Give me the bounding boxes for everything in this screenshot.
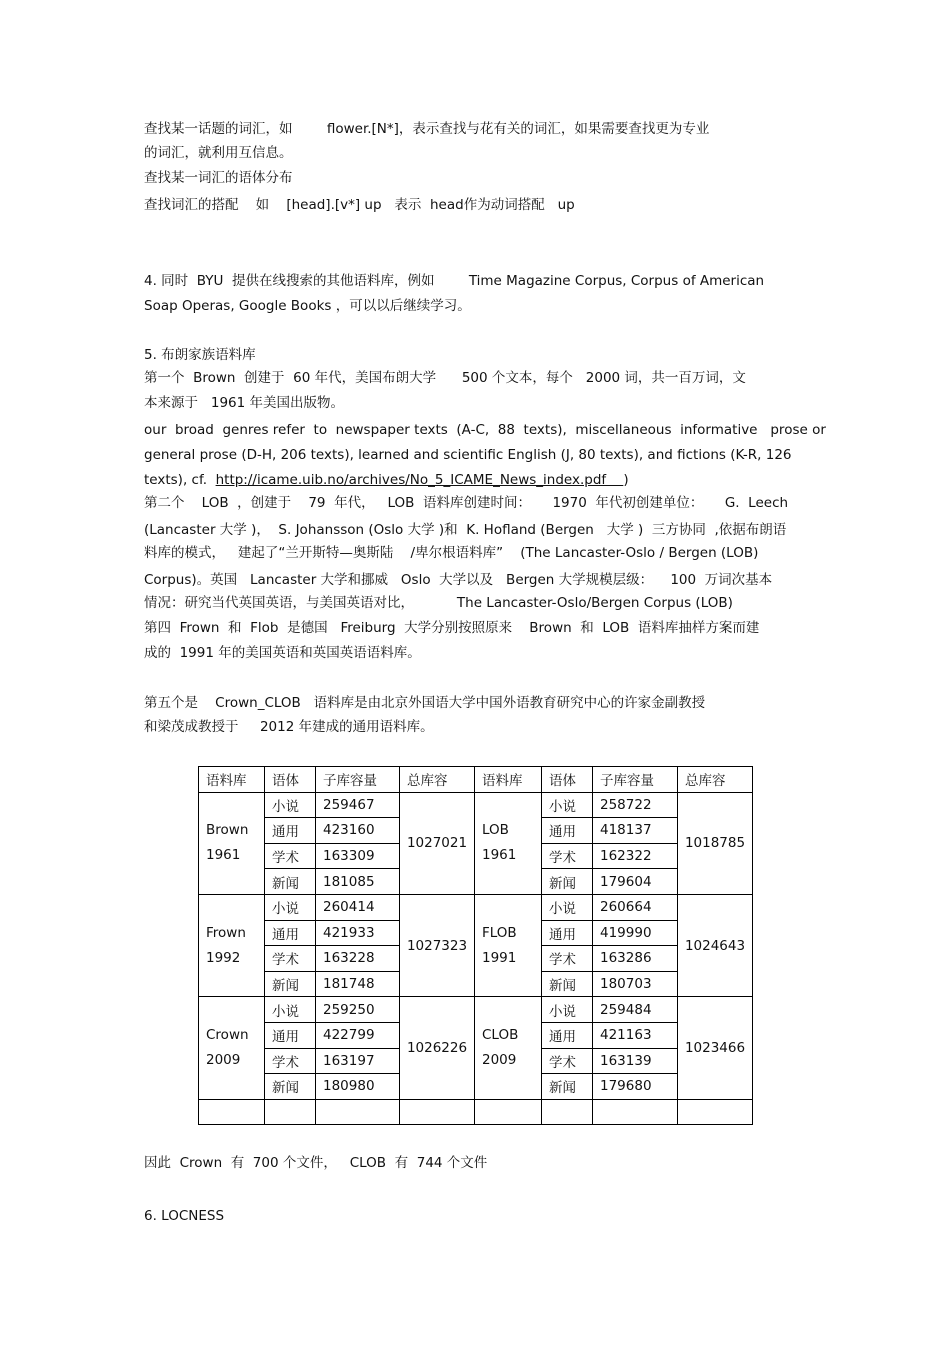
empty-cell — [475, 1099, 542, 1125]
corpus-table — [198, 766, 753, 1125]
archive-pdf-link[interactable]: http://icame.uib.no/archives/No_5_ICAME_News_index.pdf — [215, 472, 624, 488]
table-header-cell: 子库容量 — [316, 767, 400, 793]
subcorpus-size-cell: 163286 — [593, 946, 678, 972]
subcorpus-size-cell: 421163 — [593, 1022, 678, 1048]
corpus-name: Frown — [206, 924, 246, 941]
text-line: 第五个是 Crown_CLOB 语料库是由北京外国语大学中国外语教育研究中心的许家金副教授 — [144, 695, 706, 711]
subcorpus-size-cell: 181085 — [316, 869, 400, 895]
table-header-cell: 语料库 — [199, 767, 265, 793]
section-heading: 5. 布朗家族语料库 — [144, 347, 256, 363]
genre-cell: 通用 — [265, 920, 316, 946]
corpus-name-cell — [475, 894, 542, 996]
text-line: 4. 同时 BYU 提供在线搜索的其他语料库，例如 Time Magazine Corpus, Corpus of American — [144, 273, 765, 289]
corpus-name-cell — [199, 894, 265, 996]
text-segment: ) — [623, 472, 629, 488]
corpus-name: FLOB — [482, 924, 517, 941]
text-line: 第一个 Brown 创建于 60 年代，美国布朗大学 500 个文本，每个 2000 词，共一百万词，文 — [144, 370, 746, 386]
table-header-row — [199, 767, 753, 793]
text-line: 料库的模式， 建起了“兰开斯特—奥斯陆 /卑尔根语料库” (The Lancaster-Oslo / Bergen (LOB) — [144, 545, 759, 561]
subcorpus-size-cell: 423160 — [316, 818, 400, 844]
text-line: Soap Operas, Google Books ，可以以后继续学习。 — [144, 298, 471, 314]
subcorpus-size-cell: 419990 — [593, 920, 678, 946]
genre-cell: 通用 — [265, 818, 316, 844]
subcorpus-size-cell: 162322 — [593, 843, 678, 869]
corpus-year: 2009 — [482, 1052, 517, 1069]
text-line: general prose (D-H, 206 texts), learned and scientific English (J, 80 texts), and fictions (K-R, 126 — [144, 447, 792, 463]
genre-cell: 通用 — [542, 818, 593, 844]
genre-cell: 小说 — [265, 997, 316, 1023]
subcorpus-size-cell: 258722 — [593, 792, 678, 818]
genre-cell: 小说 — [542, 997, 593, 1023]
genre-cell: 新闻 — [265, 869, 316, 895]
text-line: Corpus)。英国 Lancaster 大学和挪威 Oslo 大学以及 Bergen 大学规模层级： 100 万词次基本 — [144, 572, 773, 588]
empty-table-row — [199, 1099, 753, 1125]
subcorpus-size-cell: 260664 — [593, 894, 678, 920]
genre-cell: 通用 — [542, 1022, 593, 1048]
corpus-year: 1961 — [482, 847, 517, 864]
text-line: 查找某一词汇的语体分布 — [144, 170, 293, 186]
subcorpus-size-cell: 163139 — [593, 1048, 678, 1074]
subcorpus-size-cell: 163197 — [316, 1048, 400, 1074]
subcorpus-size-cell: 179604 — [593, 869, 678, 895]
corpus-name: CLOB — [482, 1027, 519, 1044]
genre-cell: 通用 — [265, 1022, 316, 1048]
total-size-cell: 1027021 — [400, 792, 475, 894]
text-line: 因此 Crown 有 700 个文件， CLOB 有 744 个文件 — [144, 1155, 488, 1171]
text-line: 和梁茂成教授于 2012 年建成的通用语料库。 — [144, 719, 434, 735]
genre-cell: 小说 — [265, 792, 316, 818]
corpus-name-cell — [475, 792, 542, 894]
subcorpus-size-cell: 422799 — [316, 1022, 400, 1048]
subcorpus-size-cell: 179680 — [593, 1074, 678, 1100]
genre-cell: 学术 — [542, 1048, 593, 1074]
text-line: 查找词汇的搭配 如 [head].[v*] up 表示 head作为动词搭配 up — [144, 197, 575, 213]
subcorpus-size-cell: 180703 — [593, 971, 678, 997]
section-heading: 6. LOCNESS — [144, 1208, 225, 1224]
subcorpus-size-cell: 259484 — [593, 997, 678, 1023]
total-size-cell: 1026226 — [400, 997, 475, 1099]
text-line: 本来源于 1961 年美国出版物。 — [144, 395, 345, 411]
empty-cell — [593, 1099, 678, 1125]
subcorpus-size-cell: 163309 — [316, 843, 400, 869]
genre-cell: 新闻 — [265, 971, 316, 997]
corpus-name: LOB — [482, 822, 509, 839]
text-line: 的词汇，就利用互信息。 — [144, 145, 293, 161]
table-header-cell: 语体 — [542, 767, 593, 793]
genre-cell: 学术 — [542, 946, 593, 972]
table-row — [199, 792, 753, 818]
subcorpus-size-cell: 180980 — [316, 1074, 400, 1100]
empty-cell — [199, 1099, 265, 1125]
genre-cell: 小说 — [542, 792, 593, 818]
table-header-cell: 语体 — [265, 767, 316, 793]
corpus-year: 1961 — [206, 847, 241, 864]
corpus-name: Brown — [206, 822, 249, 839]
subcorpus-size-cell: 181748 — [316, 971, 400, 997]
table-row — [199, 894, 753, 920]
genre-cell: 学术 — [542, 843, 593, 869]
table-header-cell: 语料库 — [475, 767, 542, 793]
text-line: 第二个 LOB ，创建于 79 年代， LOB 语料库创建时间： 1970 年代初创建单位： G. Leech — [144, 495, 789, 511]
corpus-name-cell — [199, 792, 265, 894]
corpus-name-cell — [199, 997, 265, 1099]
corpus-year: 1992 — [206, 949, 241, 966]
subcorpus-size-cell: 418137 — [593, 818, 678, 844]
corpus-name-cell — [475, 997, 542, 1099]
genre-cell: 小说 — [542, 894, 593, 920]
text-line: 第四 Frown 和 Flob 是德国 Freiburg 大学分别按照原来 Brown 和 LOB 语料库抽样方案而建 — [144, 620, 760, 636]
total-size-cell: 1023466 — [678, 997, 753, 1099]
subcorpus-size-cell: 163228 — [316, 946, 400, 972]
empty-cell — [400, 1099, 475, 1125]
text-line: 成的 1991 年的美国英语和英国英语语料库。 — [144, 645, 421, 661]
genre-cell: 小说 — [265, 894, 316, 920]
table-header-cell: 子库容量 — [593, 767, 678, 793]
text-segment: texts), cf. — [144, 472, 216, 488]
text-line — [144, 471, 629, 489]
empty-cell — [316, 1099, 400, 1125]
genre-cell: 学术 — [265, 843, 316, 869]
empty-cell — [678, 1099, 753, 1125]
genre-cell: 学术 — [265, 1048, 316, 1074]
genre-cell: 新闻 — [542, 869, 593, 895]
total-size-cell: 1018785 — [678, 792, 753, 894]
text-line: 情况：研究当代英国英语，与美国英语对比， The Lancaster-Oslo/Bergen Corpus (LOB) — [144, 595, 733, 611]
empty-cell — [265, 1099, 316, 1125]
genre-cell: 新闻 — [542, 1074, 593, 1100]
table-row — [199, 997, 753, 1023]
total-size-cell: 1024643 — [678, 894, 753, 996]
empty-cell — [542, 1099, 593, 1125]
text-line: (Lancaster 大学 )， S. Johansson (Oslo 大学 )和 K. Hofland (Bergen 大学 ) 三方协同 ,依据布朗语 — [144, 522, 787, 538]
subcorpus-size-cell: 260414 — [316, 894, 400, 920]
genre-cell: 新闻 — [265, 1074, 316, 1100]
subcorpus-size-cell: 259467 — [316, 792, 400, 818]
genre-cell: 学术 — [265, 946, 316, 972]
text-line: our broad genres refer to newspaper texts (A-C, 88 texts), miscellaneous informative prose or — [144, 422, 826, 438]
subcorpus-size-cell: 421933 — [316, 920, 400, 946]
table-header-cell: 总库容 — [678, 767, 753, 793]
corpus-year: 2009 — [206, 1052, 241, 1069]
genre-cell: 通用 — [542, 920, 593, 946]
subcorpus-size-cell: 259250 — [316, 997, 400, 1023]
genre-cell: 新闻 — [542, 971, 593, 997]
table-header-cell: 总库容 — [400, 767, 475, 793]
total-size-cell: 1027323 — [400, 894, 475, 996]
corpus-year: 1991 — [482, 949, 517, 966]
corpus-name: Crown — [206, 1027, 249, 1044]
text-line: 查找某一话题的词汇，如 flower.[N*]，表示查找与花有关的词汇，如果需要查找更为专业 — [144, 121, 710, 137]
